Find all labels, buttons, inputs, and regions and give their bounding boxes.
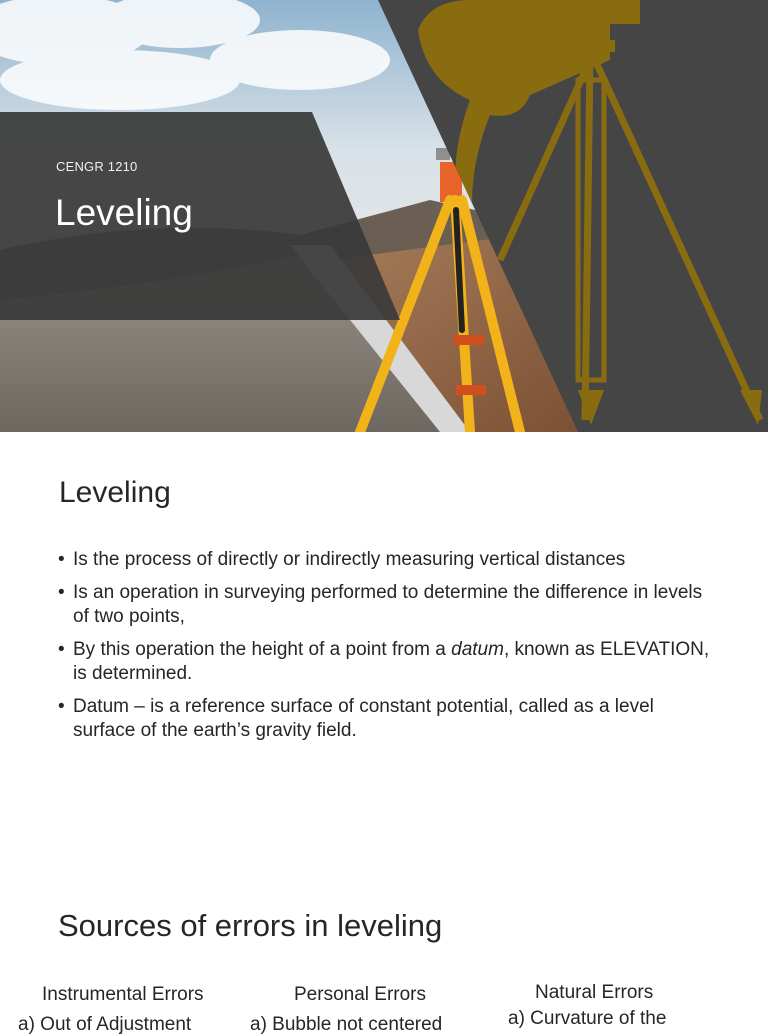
bullet-text-post: , known as ELEVATION, is determined.: [73, 639, 710, 684]
bullet-item: [58, 581, 718, 629]
bullet-list: [58, 548, 718, 752]
bullet-text: Is an operation in surveying performed to determine the difference in levels of two points,: [73, 582, 703, 627]
column-heading-instrumental: Instrumental Errors: [42, 984, 204, 1005]
slide-title: Leveling: [59, 476, 171, 509]
column-heading-natural: Natural Errors: [535, 982, 654, 1003]
bullet-item: [58, 548, 718, 572]
column-item-instrumental: a) Out of Adjustment: [18, 1014, 192, 1035]
column-heading-personal: Personal Errors: [294, 984, 426, 1005]
bullet-text: Datum – is a reference surface of constant potential, called as a level surface of the earth’s gravity field.: [73, 696, 654, 741]
deck-title: Leveling: [55, 192, 193, 233]
leveling-definition-slide: [0, 432, 768, 864]
bullet-text: Is the process of directly or indirectly measuring vertical distances: [73, 549, 626, 570]
errors-slide: [0, 864, 768, 1035]
bullet-text-pre: By this operation the height of a point from a: [73, 639, 452, 660]
column-item-personal: a) Bubble not centered: [250, 1014, 443, 1035]
bullet-emphasis: datum: [451, 639, 504, 660]
column-item-natural: a) Curvature of the: [508, 1008, 667, 1029]
course-code: CENGR 1210: [56, 159, 138, 174]
title-slide: [0, 0, 768, 432]
slide-title: Sources of errors in leveling: [58, 908, 443, 943]
bullet-item: [58, 638, 718, 686]
bullet-item: [58, 695, 718, 743]
